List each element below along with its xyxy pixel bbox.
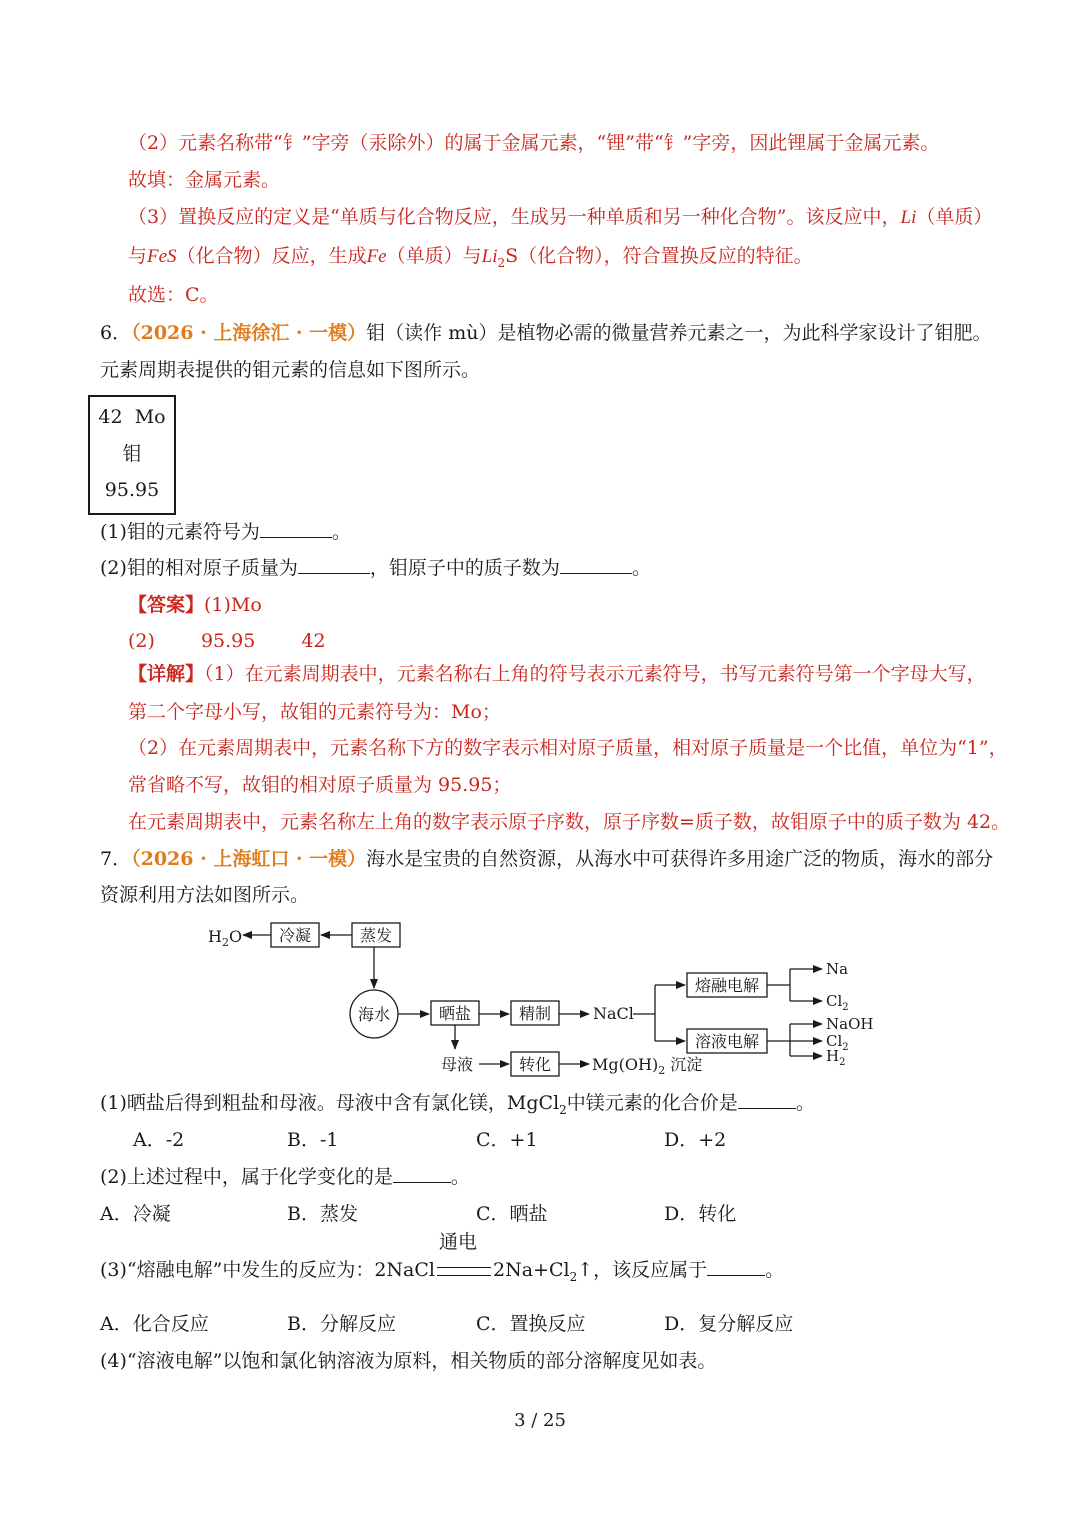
question-source: （2026 · 上海徐汇 · 一模）: [131, 322, 367, 344]
sol-elec-label: 溶液电解: [695, 1032, 760, 1051]
convert-label: 转化: [519, 1055, 552, 1074]
text: 2Na+Cl: [493, 1259, 570, 1281]
answer-value-mass: 95.95: [200, 630, 256, 652]
answer-blank[interactable]: [393, 1164, 451, 1183]
q7-sub1-option-b[interactable]: B．-1: [287, 1129, 339, 1151]
page-number: 3 / 25: [514, 1410, 566, 1431]
q6-stem-line2: 元素周期表提供的钼元素的信息如下图所示。: [100, 359, 481, 381]
text: 中镁元素的化合价是: [566, 1092, 738, 1114]
question-source: （2026 · 上海虹口 · 一模）: [131, 848, 367, 870]
subscript: 2: [559, 1102, 567, 1117]
question-text: 海水是宝贵的自然资源，从海水中可获得许多用途广泛的物质，海水的部分: [366, 848, 994, 870]
mgoh2-label: $Mg(OH)_2$ 沉淀: [592, 1055, 703, 1077]
q7-sub3-option-d[interactable]: D．复分解反应: [664, 1313, 794, 1335]
h2-label: $H_2$: [826, 1047, 846, 1068]
question-number: 6．: [100, 322, 132, 344]
detail-text: （1）在元素周期表中，元素名称右上角的符号表示元素符号，书写元素符号第一个字母大写，: [204, 663, 986, 685]
formula-li: Li: [900, 207, 917, 228]
q7-stem-line2: 资源利用方法如图所示。: [100, 884, 310, 906]
evaporate-label: 蒸发: [360, 926, 393, 945]
text: （3）置换反应的定义是“单质与化合物反应，生成另一种单质和另一种化合物”。该反应中，: [128, 206, 901, 228]
text: 与: [128, 245, 148, 267]
melt-elec-label: 熔融电解: [695, 976, 760, 995]
subscript: 2: [497, 255, 506, 270]
formula-fe: Fe: [366, 246, 387, 267]
detail-tag: 【详解】: [128, 663, 205, 685]
text: 。: [450, 1166, 470, 1188]
element-symbol: Mo: [134, 406, 166, 428]
answer-blank[interactable]: [707, 1257, 765, 1276]
answer-label: (2): [128, 630, 155, 652]
prev-answer-line2: （2）元素名称带“钅”字旁（汞除外）的属于金属元素，“锂”带“钅”字旁，因此锂属于金属元素。: [128, 132, 940, 154]
text: (1)晒盐后得到粗盐和母液。母液中含有氯化镁，MgCl: [100, 1092, 560, 1114]
q6-detail-4: 常省略不写，故钼的相对原子质量为 95.95；: [128, 774, 512, 796]
q6-detail-3: （2）在元素周期表中，元素名称下方的数字表示相对原子质量，相对原子质量是一个比值，单位为“1”，: [128, 737, 1008, 759]
q6-detail-5: 在元素周期表中，元素名称左上角的数字表示原子序数，原子序数=质子数，故钼原子中的质子数为 42。: [128, 811, 1011, 833]
seawater-label: 海水: [358, 1005, 391, 1024]
answer-blank[interactable]: [738, 1090, 796, 1109]
element-name: 钼: [122, 443, 142, 465]
cl2-label-2: $Cl_2$: [826, 1032, 849, 1053]
q7-sub3-option-b[interactable]: B．分解反应: [287, 1313, 396, 1335]
q7-sub1-option-a[interactable]: A．-2: [133, 1129, 185, 1151]
answer-value-protons: 42: [301, 630, 326, 652]
text: ↑，该反应属于: [577, 1259, 708, 1281]
prev-answer-fill: 故填：金属元素。: [128, 169, 281, 191]
q7-sub2-option-c[interactable]: C．晒盐: [476, 1203, 548, 1225]
text: 。: [631, 557, 651, 579]
q7-sub4: (4)“溶液电解”以饱和氯化钠溶液为原料，相关物质的部分溶解度见如表。: [100, 1350, 717, 1372]
condition-label: 通电: [439, 1231, 478, 1253]
cl2-label: $Cl_2$: [826, 992, 849, 1013]
prev-answer-choice: 故选：C。: [128, 284, 219, 306]
equals-sign: [437, 1267, 491, 1276]
q7-sub3-option-a[interactable]: A．化合反应: [100, 1313, 209, 1335]
q7-sub2: [100, 1164, 470, 1190]
q7-sub2-option-a[interactable]: A．冷凝: [100, 1203, 171, 1225]
q6-detail-2: 第二个字母小写，故钼的元素符号为：Mo；: [128, 701, 501, 723]
reaction-condition: [435, 1231, 493, 1283]
formula-li2s: Li: [481, 246, 498, 267]
subscript: 2: [569, 1269, 578, 1284]
text: (2)上述过程中，属于化学变化的是: [100, 1166, 393, 1188]
text: （化合物）反应，生成: [176, 245, 367, 267]
refine-label: 精制: [519, 1004, 552, 1023]
atomic-mass: 95.95: [104, 479, 160, 501]
question-number: 7．: [100, 848, 132, 870]
text: (3)“熔融电解”中发生的反应为：2NaCl: [100, 1259, 435, 1281]
h2o-label: $H_2O$: [208, 927, 243, 949]
q7-sub3-option-c[interactable]: C．置换反应: [476, 1313, 586, 1335]
formula-fes: FeS: [147, 246, 177, 267]
answer-tag: 【答案】: [128, 594, 205, 616]
text: (1)钼的元素符号为: [100, 521, 260, 543]
q7-sub2-option-b[interactable]: B．蒸发: [287, 1203, 358, 1225]
na-label: Na: [826, 960, 849, 978]
text: (2)钼的相对原子质量为: [100, 557, 298, 579]
text: （单质）: [916, 206, 993, 228]
atomic-number: 42: [98, 406, 123, 428]
question-text: 钼（读作 mù）是植物必需的微量营养元素之一，为此科学家设计了钼肥。: [366, 322, 992, 344]
text: 。: [795, 1092, 815, 1114]
sun-salt-label: 晒盐: [439, 1004, 472, 1023]
text: （单质）与: [386, 245, 482, 267]
answer-text: (1)Mo: [204, 594, 262, 616]
q7-sub3: [100, 1231, 785, 1290]
text: 。: [331, 521, 351, 543]
condense-label: 冷凝: [279, 926, 312, 945]
nacl-label: NaCl: [593, 1004, 634, 1023]
text: ，钼原子中的质子数为: [369, 557, 560, 579]
q7-sub1: [100, 1090, 815, 1123]
naoh-label: NaOH: [826, 1015, 874, 1033]
text: 。: [765, 1259, 785, 1281]
q7-sub1-option-d[interactable]: D．+2: [664, 1129, 727, 1151]
mother-liquor-label: 母液: [441, 1055, 474, 1074]
text: S（化合物），符合置换反应的特征。: [505, 245, 813, 267]
q7-sub2-option-d[interactable]: D．转化: [664, 1203, 737, 1225]
q7-sub1-option-c[interactable]: C．+1: [476, 1129, 538, 1151]
